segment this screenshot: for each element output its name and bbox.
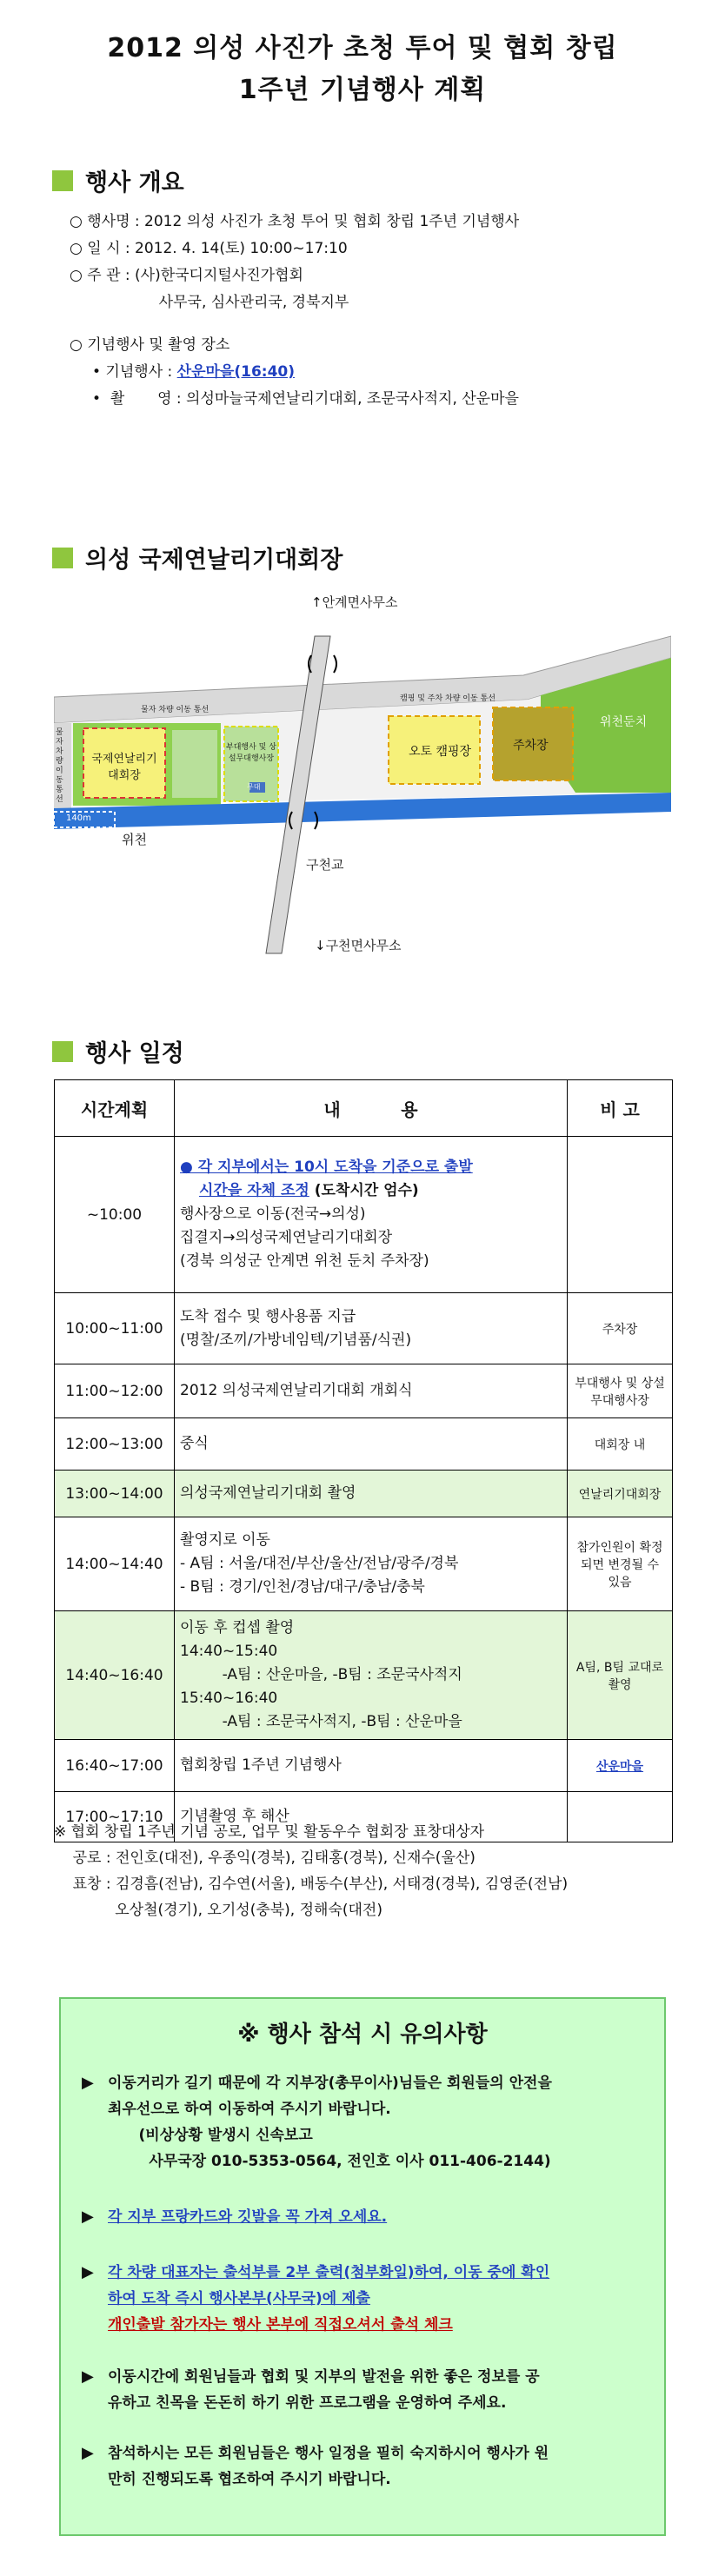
- notice-line: 각 지부 프랑카드와 깃발을 꼭 가져 오세요.: [108, 2208, 388, 2226]
- overview-row: ○ 행사명 : 2012 의성 사진가 초청 투어 및 협회 창립 1주년 기념행사: [70, 213, 520, 230]
- overview-heading: [52, 163, 184, 197]
- notice-item-1: [82, 2070, 647, 2174]
- awards-line: 공로 : 전인호(대전), 우종익(경북), 김태홍(경북), 신재수(울산): [54, 1849, 476, 1867]
- row-note: [568, 1740, 673, 1792]
- notice-title: ※ 행사 참석 시 유의사항: [237, 2022, 488, 2048]
- doc-title-line2: 1주년 기념행사 계획: [238, 75, 487, 105]
- map-label-small-box: 140m: [66, 813, 91, 823]
- schedule-heading: [52, 1034, 184, 1068]
- row-line: - B팀 : 경기/인천/경남/대구/충남/충북: [180, 1578, 425, 1596]
- notice-line: (비상상황 발생시 신속보고: [108, 2127, 313, 2144]
- row-content: [175, 1364, 568, 1418]
- row-note: 부대행사 및 상설무대행사장: [568, 1364, 673, 1418]
- notice-line: 최우선으로 하여 이동하여 주시기 바랍니다.: [108, 2101, 391, 2118]
- notice-item-5: [82, 2440, 647, 2493]
- table-row: [55, 1364, 673, 1418]
- row-line: - A팀 : 서울/대전/부산/울산/전남/광주/경북: [180, 1555, 459, 1572]
- place-event-label: • 기념행사 :: [92, 363, 177, 381]
- arrival-notice: [180, 1156, 562, 1179]
- row-line: 14:40~15:40: [180, 1643, 278, 1660]
- notice-item-2: [82, 2204, 647, 2230]
- sanun-village-link[interactable]: 산운마을: [595, 1759, 644, 1774]
- overview-spacer: [70, 316, 519, 332]
- overview-place-title: ○ 기념행사 및 촬영 장소: [70, 336, 230, 354]
- awards-line: ※ 협회 창립 1주년 기념 공로, 업무 및 활동우수 협회장 표창대상자: [54, 1823, 485, 1841]
- notice-item-4: [82, 2364, 647, 2416]
- arrival-notice-b: 시간을 자체 조정: [199, 1182, 309, 1199]
- overview-row: ○ 일 시 : 2012. 4. 14(토) 10:00~17:10: [70, 240, 348, 257]
- triangle-bullet-icon: ▶: [82, 2208, 94, 2226]
- awards-line: 표창 : 김경흠(전남), 김수연(서울), 배동수(부산), 서태경(경북), 김영준(전남): [54, 1876, 569, 1893]
- row-note: A팀, B팀 교대로 촬영: [568, 1611, 673, 1740]
- notice-line: 만히 진행되도록 협조하여 주시기 바랍니다.: [108, 2471, 391, 2488]
- notice-line: 하여 도착 즉시 행사본부(사무국)에 제출: [108, 2290, 370, 2307]
- notice-item-3: [82, 2260, 647, 2338]
- row-line: 의성국제연날리기대회 촬영: [180, 1484, 356, 1502]
- triangle-bullet-icon: ▶: [82, 2263, 94, 2281]
- overview-row: 사무국, 심사관리국, 경북지부: [70, 294, 349, 311]
- map-label-left-vertical: 물자 차량 이동 통선: [56, 728, 63, 804]
- row-line: 행사장으로 이동(전국→의성): [180, 1205, 366, 1223]
- overview-row: ○ 주 관 : (사)한국디지털사진가협회: [70, 267, 303, 284]
- row-line: 중식: [180, 1435, 209, 1452]
- map-label-village: 위천둔치: [600, 715, 648, 729]
- map-label-booth: 부대행사 및 상설무대행사장: [226, 743, 276, 763]
- row-time: 12:00~13:00: [55, 1418, 175, 1471]
- row-line: 협회창립 1주년 기념행사: [180, 1756, 342, 1774]
- row-note: 대회장 내: [568, 1418, 673, 1471]
- row-time: 14:00~14:40: [55, 1517, 175, 1611]
- row-note: [568, 1137, 673, 1293]
- table-row: [55, 1293, 673, 1364]
- row-note: 연날리기대회장: [568, 1471, 673, 1517]
- green-square-icon: [52, 548, 73, 568]
- arrival-notice-a: ● 각 지부에서는 10시 도착을 기준으로 출발: [180, 1159, 473, 1176]
- green-square-icon: [52, 1041, 73, 1062]
- row-note: [568, 1792, 673, 1842]
- row-line: -A팀 : 산운마을, -B팀 : 조문국사적지: [180, 1666, 462, 1683]
- row-time: 17:00~17:10: [55, 1792, 175, 1842]
- overview-place-event: [70, 359, 519, 386]
- notice-line: 이동시간에 회원님들과 협회 및 지부의 발전을 위한 좋은 정보를 공: [108, 2368, 540, 2386]
- map-heading: [52, 541, 343, 574]
- row-line: 촬영지로 이동: [180, 1531, 270, 1549]
- table-row: [55, 1517, 673, 1611]
- map-label-camp-road: 캠핑 및 주차 차량 이동 통선: [400, 694, 496, 703]
- row-line: 기념촬영 후 해산: [180, 1808, 289, 1825]
- map-heading-text: 의성 국제연날리기대회장: [85, 547, 343, 574]
- row-time: 13:00~14:00: [55, 1471, 175, 1517]
- overview-heading-text: 행사 개요: [85, 169, 184, 196]
- header-note: 비 고: [568, 1080, 673, 1137]
- map-label-kite-field: 국제연날리기대회장: [91, 753, 157, 782]
- row-line: (경북 의성군 안계면 위천 둔치 주차장): [180, 1252, 429, 1270]
- schedule-header-row: [55, 1080, 673, 1137]
- row-line: 도착 접수 및 행사용품 지급: [180, 1307, 356, 1325]
- header-time: 시간계획: [55, 1080, 175, 1137]
- row-time: ~10:00: [55, 1137, 175, 1293]
- row-line: -A팀 : 조문국사적지, -B팀 : 산운마을: [180, 1713, 462, 1730]
- row-content: [175, 1293, 568, 1364]
- triangle-bullet-icon: ▶: [82, 2367, 94, 2386]
- row-line: 2012 의성국제연날리기대회 개회식: [180, 1382, 413, 1399]
- notice-line: 각 차량 대표자는 출석부를 2부 출력(첨부화일)하여, 이동 중에 확인: [108, 2264, 550, 2281]
- table-row: [55, 1137, 673, 1293]
- row-line: 15:40~16:40: [180, 1690, 278, 1707]
- place-event-link[interactable]: 산운마을(16:40): [176, 363, 295, 381]
- row-content: [175, 1517, 568, 1611]
- notice-box: [59, 1997, 666, 2536]
- site-map: [54, 584, 671, 958]
- triangle-bullet-icon: ▶: [82, 2444, 94, 2462]
- arrival-notice-b2: (도착시간 엄수): [309, 1182, 419, 1199]
- notice-line: 사무국장 010-5353-0564, 전인호 이사 011-406-2144): [108, 2153, 551, 2170]
- row-content: [175, 1740, 568, 1792]
- row-content: [175, 1137, 568, 1293]
- row-note: 참가인원이 확정되면 변경될 수 있음: [568, 1517, 673, 1611]
- doc-title-line1: 2012 의성 사진가 초청 투어 및 협회 창립: [107, 33, 618, 63]
- notice-line: 이동거리가 길기 때문에 각 지부장(총무이사)님들은 회원들의 안전을: [108, 2075, 552, 2092]
- overview-place-photo: • 촬 영 : 의성마늘국제연날리기대회, 조문국사적지, 산운마을: [92, 390, 519, 408]
- arrival-notice-2: [180, 1179, 562, 1203]
- table-row: [55, 1611, 673, 1740]
- header-content: 내 용: [175, 1080, 568, 1137]
- row-note: 주차장: [568, 1293, 673, 1364]
- map-label-bottom-arrow: ↓구천면사무소: [315, 938, 402, 953]
- row-time: 14:40~16:40: [55, 1611, 175, 1740]
- row-line: 집결지→의성국제연날리기대회장: [180, 1229, 393, 1246]
- awards-notes: [54, 1819, 568, 1923]
- map-label-camping: 오토 캠핑장: [409, 745, 472, 759]
- overview-block: [70, 209, 519, 413]
- green-square-icon: [52, 170, 73, 191]
- table-row: [55, 1471, 673, 1517]
- table-row: [55, 1418, 673, 1471]
- row-line: (명찰/조끼/가방네임텍/기념품/식권): [180, 1331, 412, 1349]
- map-label-stream: 위천: [122, 832, 147, 847]
- map-label-walk-road: 물자 차량 이동 통선: [141, 706, 210, 714]
- notice-line: 유하고 친목을 돈돈히 하기 위한 프로그램을 운영하여 주세요.: [108, 2394, 507, 2412]
- map-label-parking: 주차장: [513, 739, 549, 753]
- row-time: 16:40~17:00: [55, 1740, 175, 1792]
- row-content: [175, 1471, 568, 1517]
- awards-line: 오상철(경기), 오기성(충북), 정해숙(대전): [54, 1902, 382, 1919]
- row-content: [175, 1611, 568, 1740]
- notice-line-red: 개인출발 참가자는 행사 본부에 직접오셔서 출석 체크: [108, 2316, 453, 2334]
- row-time: 10:00~11:00: [55, 1293, 175, 1364]
- triangle-bullet-icon: ▶: [82, 2074, 94, 2092]
- map-label-top-arrow: ↑안계면사무소: [311, 594, 398, 610]
- row-time: 11:00~12:00: [55, 1364, 175, 1418]
- row-line: 이동 후 컵셉 촬영: [180, 1619, 295, 1637]
- map-label-bridge: 구천교: [306, 857, 344, 873]
- map-label-stage: 무대: [247, 783, 261, 791]
- schedule-table: [54, 1079, 673, 1842]
- table-row: [55, 1740, 673, 1792]
- row-content: [175, 1418, 568, 1471]
- schedule-heading-text: 행사 일정: [85, 1040, 184, 1067]
- notice-line: 참석하시는 모든 회원님들은 행사 일정을 필히 숙지하시어 행사가 원: [108, 2445, 549, 2462]
